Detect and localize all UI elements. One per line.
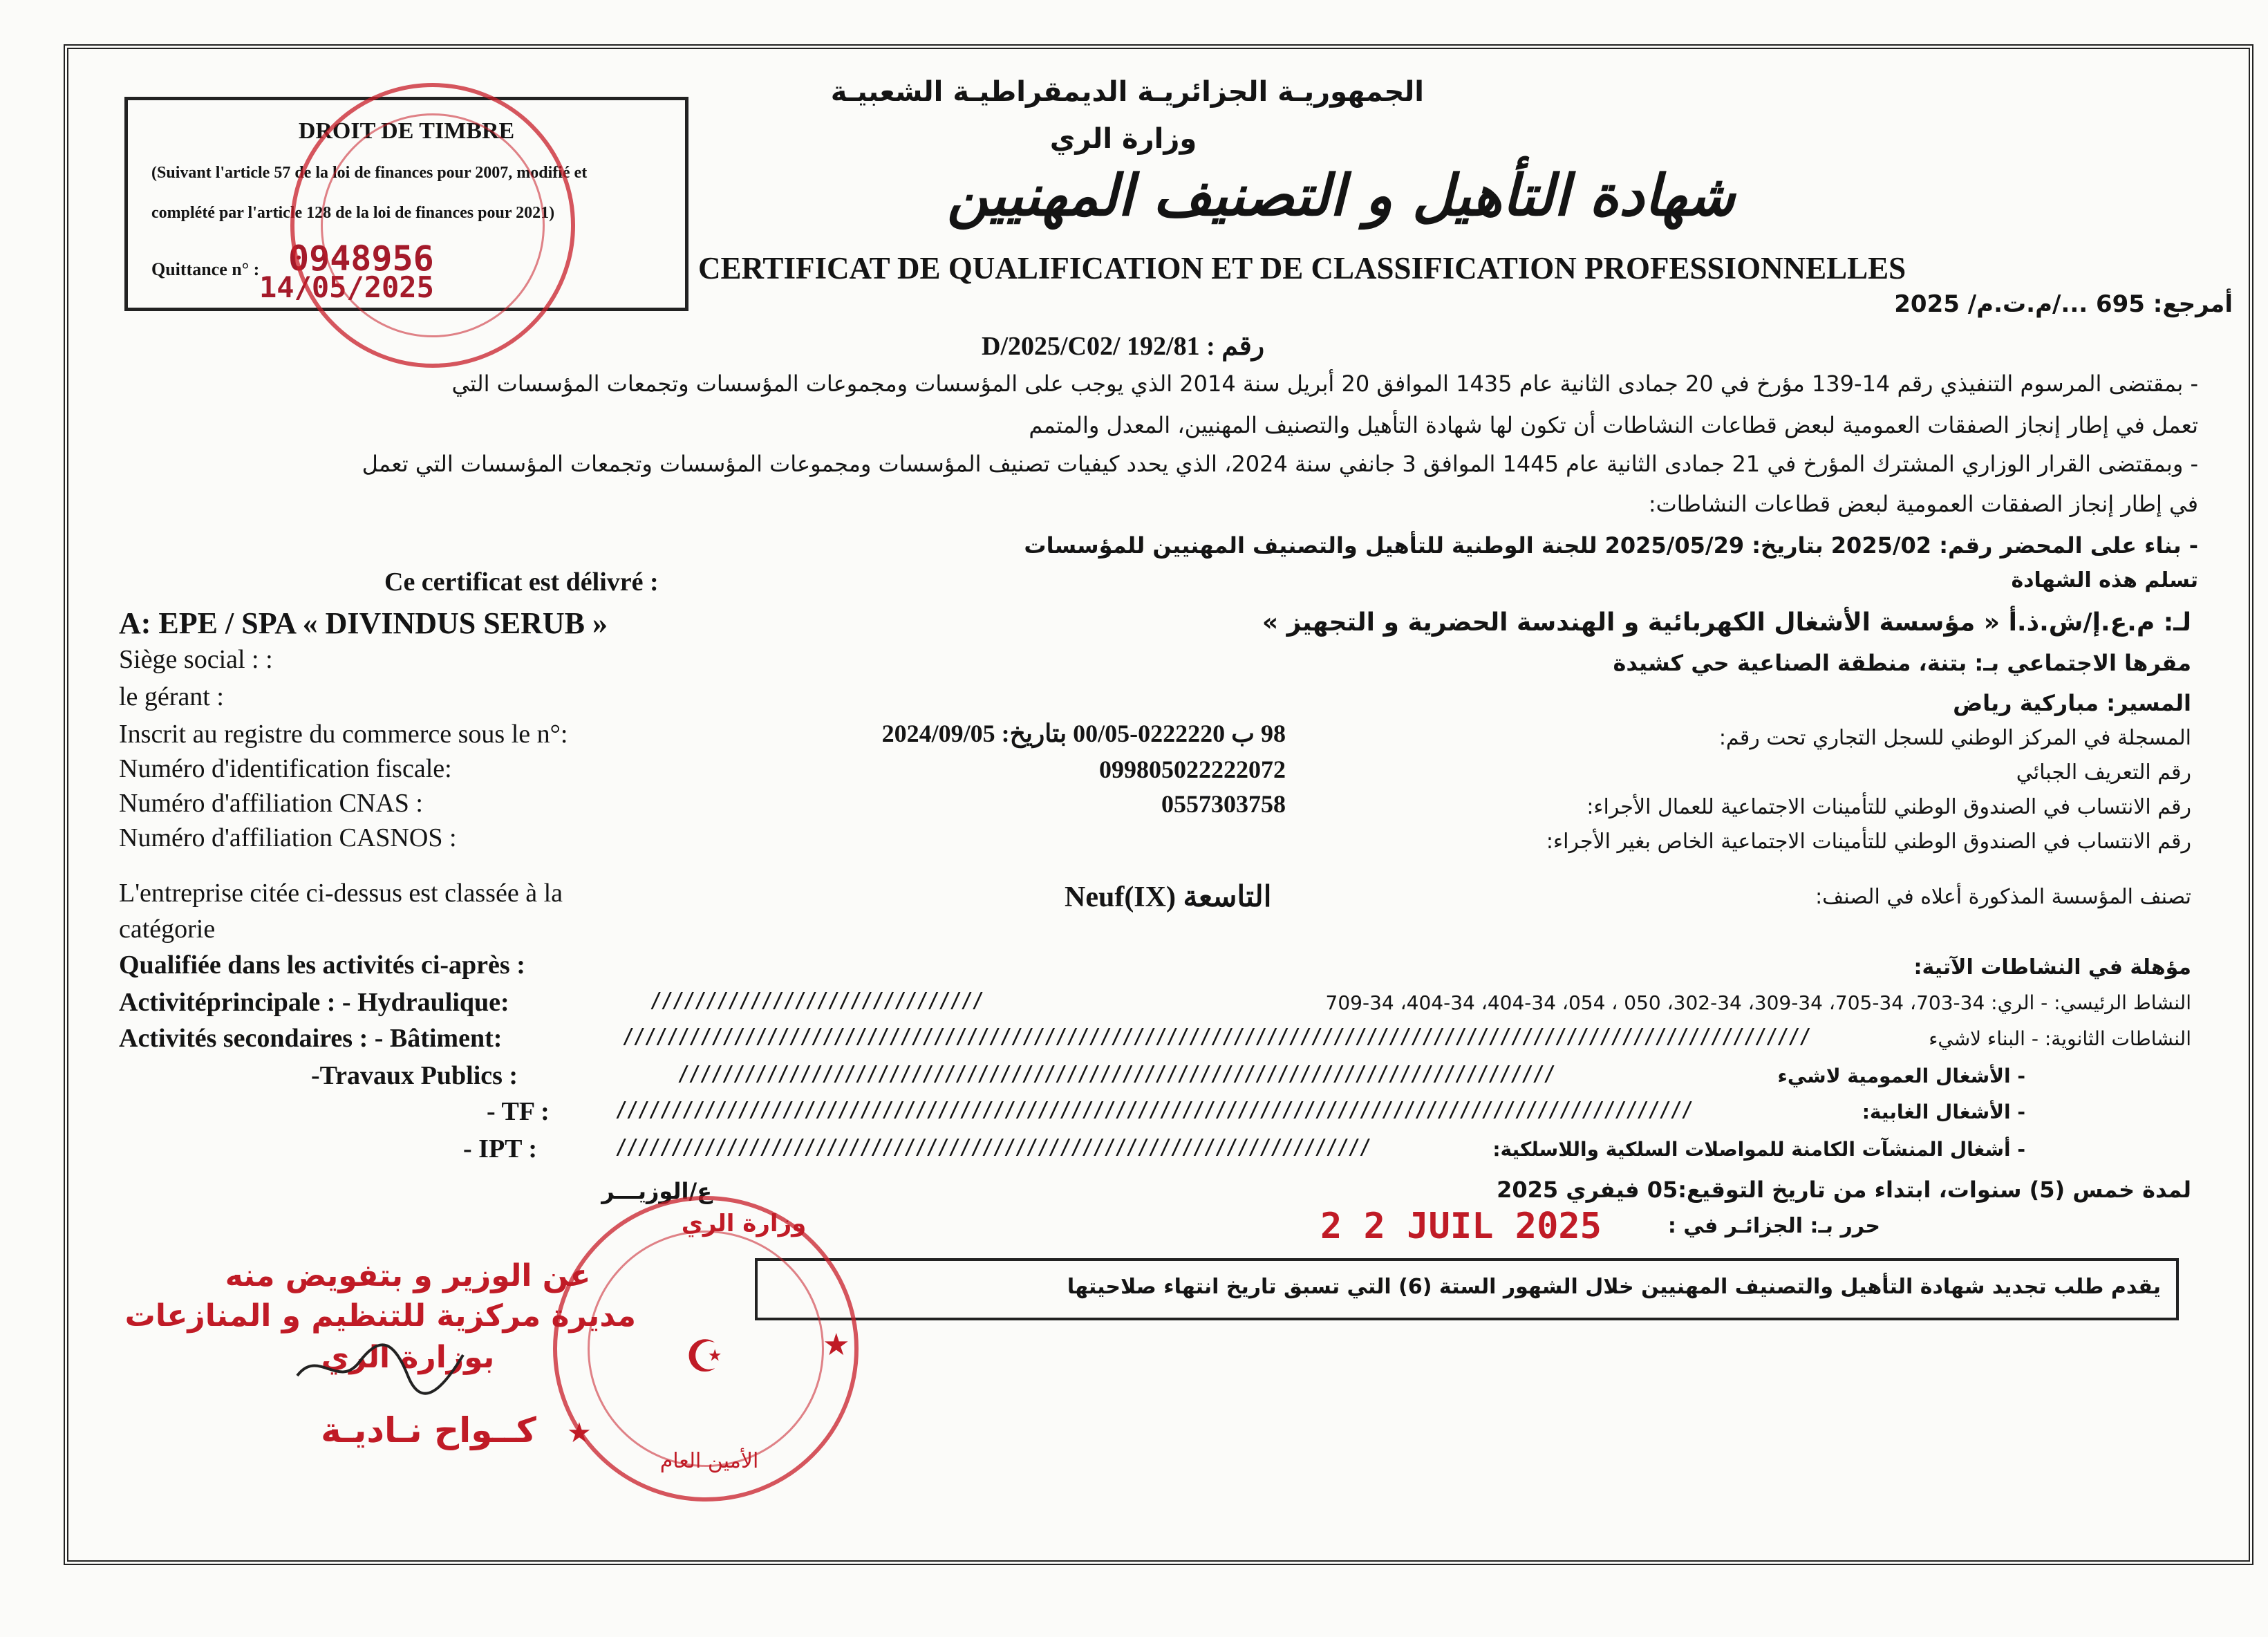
receipt-number: 0948956 (288, 238, 434, 279)
signature-directorate: مديرة مركزية للتنظيم و المنازعات (124, 1298, 636, 1334)
forestry-works-filler: ///////////////////////////////////////////////////////////////////////////////////////////////// (615, 1098, 1692, 1122)
reference-number: رقم : D/2025/C02/ 192/81 (982, 332, 1265, 361)
preamble-line-2: تعمل في إطار إنجاز الصفقات العمومية لبعض قطاعات النشاطات أن تكون لها شهادة التأهيل والتصنيف المهنيين، المعدل والمتمم (1029, 412, 2198, 438)
head-office-ar: مقرها الاجتماعي بـ: بتنة، منطقة الصناعية حي كشيدة (1613, 650, 2191, 676)
trade-register-ar: المسجلة في المركز الوطني للسجل التجاري تحت رقم: (1718, 726, 2191, 750)
casnos-ar: رقم الانتساب في الصندوق الوطني للتأمينات الاجتماعية الخاص بغير الأجراء: (1546, 830, 2191, 854)
title-arabic: شهادة التأهيل و التصنيف المهنيين (947, 163, 1735, 229)
main-activity-filler: ////////////////////////////// (650, 989, 983, 1013)
signature-ministry: بوزارة الري (321, 1340, 495, 1375)
signatory-name: كــواح نـاديـة (321, 1410, 536, 1450)
tax-id-ar: رقم التعريف الجبائي (2016, 760, 2191, 785)
tax-id-fr: Numéro d'identification fiscale: (119, 754, 452, 783)
trade-register-value: 98 ب 0222220-00/05 بتاريخ: 2024/09/05 (881, 720, 1286, 747)
archive-reference: أمرجع: 695 .../م.ت.م/ 2025 (1894, 290, 2233, 318)
minutes-reference: - بناء على المحضر رقم: 2025/02 بتاريخ: 2025/05/29 للجنة الوطنية للتأهيل والتصنيف المهنيين للمؤسسات (1024, 532, 2198, 559)
classification-fr: L'entreprise citée ci-dessus est classée à la (119, 879, 563, 908)
secondary-activity-filler: /////////////////////////////////////////////////////////////////////////////////////////////////////////// (622, 1025, 1810, 1049)
company-name-ar: لـ: م.ع.إ/ش.ذ.أ « مؤسسة الأشغال الكهربائية و الهندسة الحضرية و التجهيز » (1262, 608, 2191, 637)
activities-heading-fr: Qualifiée dans les activités ci-après : (119, 951, 525, 980)
seal-star-icon-right: ★ (823, 1327, 850, 1363)
classification-ar: تصنف المؤسسة المذكورة أعلاه في الصنف: (1815, 885, 2191, 909)
title-french: CERTIFICAT DE QUALIFICATION ET DE CLASSIFICATION PROFESSIONNELLES (698, 251, 1906, 286)
classification-fr-category: catégorie (119, 915, 216, 944)
forestry-works-ar: - الأشغال الغابية: (1862, 1101, 2025, 1123)
main-activity-ar: النشاط الرئيسي: - الري: 34-703، 34-705، 34-309، 34-302، 050 ، 054، 34-404، 34-404، 34-709 (1325, 991, 2191, 1014)
preamble-line-1: - بمقتضى المرسوم التنفيذي رقم 14-139 مؤرخ في 20 جمادى الثانية عام 1435 الموافق 20 أبريل سنة 2014 الذي يوجب على المؤسسات ومجموعات المؤسسات وتجمعات المؤسسات التي (451, 371, 2198, 397)
validity-period: لمدة خمس (5) سنوات، ابتداء من تاريخ التوقيع:05 فيفري 2025 (1497, 1177, 2191, 1203)
minister-label: ع/الوزيـــر (601, 1178, 712, 1204)
trade-register-fr: Inscrit au registre du commerce sous le n°: (119, 720, 568, 749)
cnas-fr: Numéro d'affiliation CNAS : (119, 789, 423, 818)
public-works-fr: -Travaux Publics : (311, 1061, 518, 1090)
certificate-issued-ar: تسلم هذه الشهادة (2011, 568, 2198, 592)
company-name-fr: A: EPE / SPA « DIVINDUS SERUB » (119, 606, 608, 640)
renewal-notice-box (755, 1258, 2179, 1320)
receipt-date: 14/05/2025 (259, 270, 434, 304)
activities-heading-ar: مؤهلة في النشاطات الآتية: (1913, 955, 2191, 980)
casnos-fr: Numéro d'affiliation CASNOS : (119, 823, 457, 852)
seal-star-icon-left: ★ (567, 1417, 592, 1449)
tax-id-value: 099805022222072 (1099, 756, 1286, 783)
republic-heading: الجمهوريـة الجزائريـة الديمقراطيـة الشعبيـة (830, 76, 1424, 108)
secondary-activity-fr: Activités secondaires : - Bâtiment: (119, 1024, 503, 1053)
main-activity-fr: Activitéprincipale : - Hydraulique: (119, 988, 509, 1017)
preamble-line-3: - وبمقتضى القرار الوزاري المشترك المؤرخ في 21 جمادى الثانية عام 1445 الموافق 3 جانفي سنة 2024، الذي يحدد كيفيات تصنيف المؤسسات ومجموعات المؤسسات وتجمعات المؤسسات التي تعمل (362, 451, 2198, 477)
issued-place: حرر بـ: الجزائـر في : (1667, 1214, 1880, 1238)
manager-ar: المسير: مباركية رياض (1953, 690, 2191, 716)
classification-value: Neuf(IX) التاسعة (1065, 881, 1272, 913)
public-works-ar: - الأشغال العمومية لاشيء (1777, 1065, 2025, 1087)
seal-secretary-text: الأمين العام (659, 1449, 759, 1473)
secondary-activity-ar: النشاطات الثانوية: - البناء لاشيء (1929, 1027, 2191, 1050)
delivered-to-fr: Ce certificat est délivré : (384, 568, 659, 597)
star-crescent-icon: ☪ (685, 1331, 725, 1383)
telecom-works-ar: - أشغال المنشآت الكامنة للمواصلات السلكية واللاسلكية: (1492, 1138, 2025, 1161)
public-works-filler: /////////////////////////////////////////////////////////////////////////////// (677, 1062, 1555, 1086)
preamble-line-4: في إطار إنجاز الصفقات العمومية لبعض قطاعات النشاطات: (1648, 491, 2198, 517)
stamp-duty-title: DROIT DE TIMBRE (298, 118, 515, 144)
head-office-fr: Siège social : : (119, 645, 273, 674)
telecom-works-filler: //////////////////////////////////////////////////////////////////// (615, 1135, 1371, 1159)
signature-delegation: عن الوزير و بتفويض منه (225, 1258, 591, 1293)
stamp-duty-note-2: complété par l'article 128 de la loi de finances pour 2021) (151, 204, 555, 222)
official-seal-bottom (553, 1196, 859, 1502)
cnas-ar: رقم الانتساب في الصندوق الوطني للتأمينات الاجتماعية للعمال الأجراء: (1586, 795, 2191, 819)
signature-date-stamp: 2 2 JUIL 2025 (1320, 1206, 1602, 1247)
seal-ministry-text: وزارة الري (681, 1210, 807, 1237)
receipt-label: Quittance n° : (151, 259, 260, 279)
stamp-duty-note-1: (Suivant l'article 57 de la loi de finances pour 2007, modifié et (151, 164, 588, 182)
renewal-notice: يقدم طلب تجديد شهادة التأهيل والتصنيف المهنيين خلال الشهور الستة (6) التي تسبق تاريخ انتهاء صلاحيتها (1067, 1275, 2161, 1299)
handwritten-signature (290, 1334, 470, 1396)
forestry-works-fr: - TF : (487, 1097, 550, 1126)
telecom-works-fr: - IPT : (463, 1134, 537, 1163)
ministry-heading: وزارة الري (1049, 123, 1197, 155)
official-seal-top (290, 83, 575, 368)
cnas-value: 0557303758 (1161, 790, 1286, 818)
manager-fr: le gérant : (119, 682, 224, 711)
